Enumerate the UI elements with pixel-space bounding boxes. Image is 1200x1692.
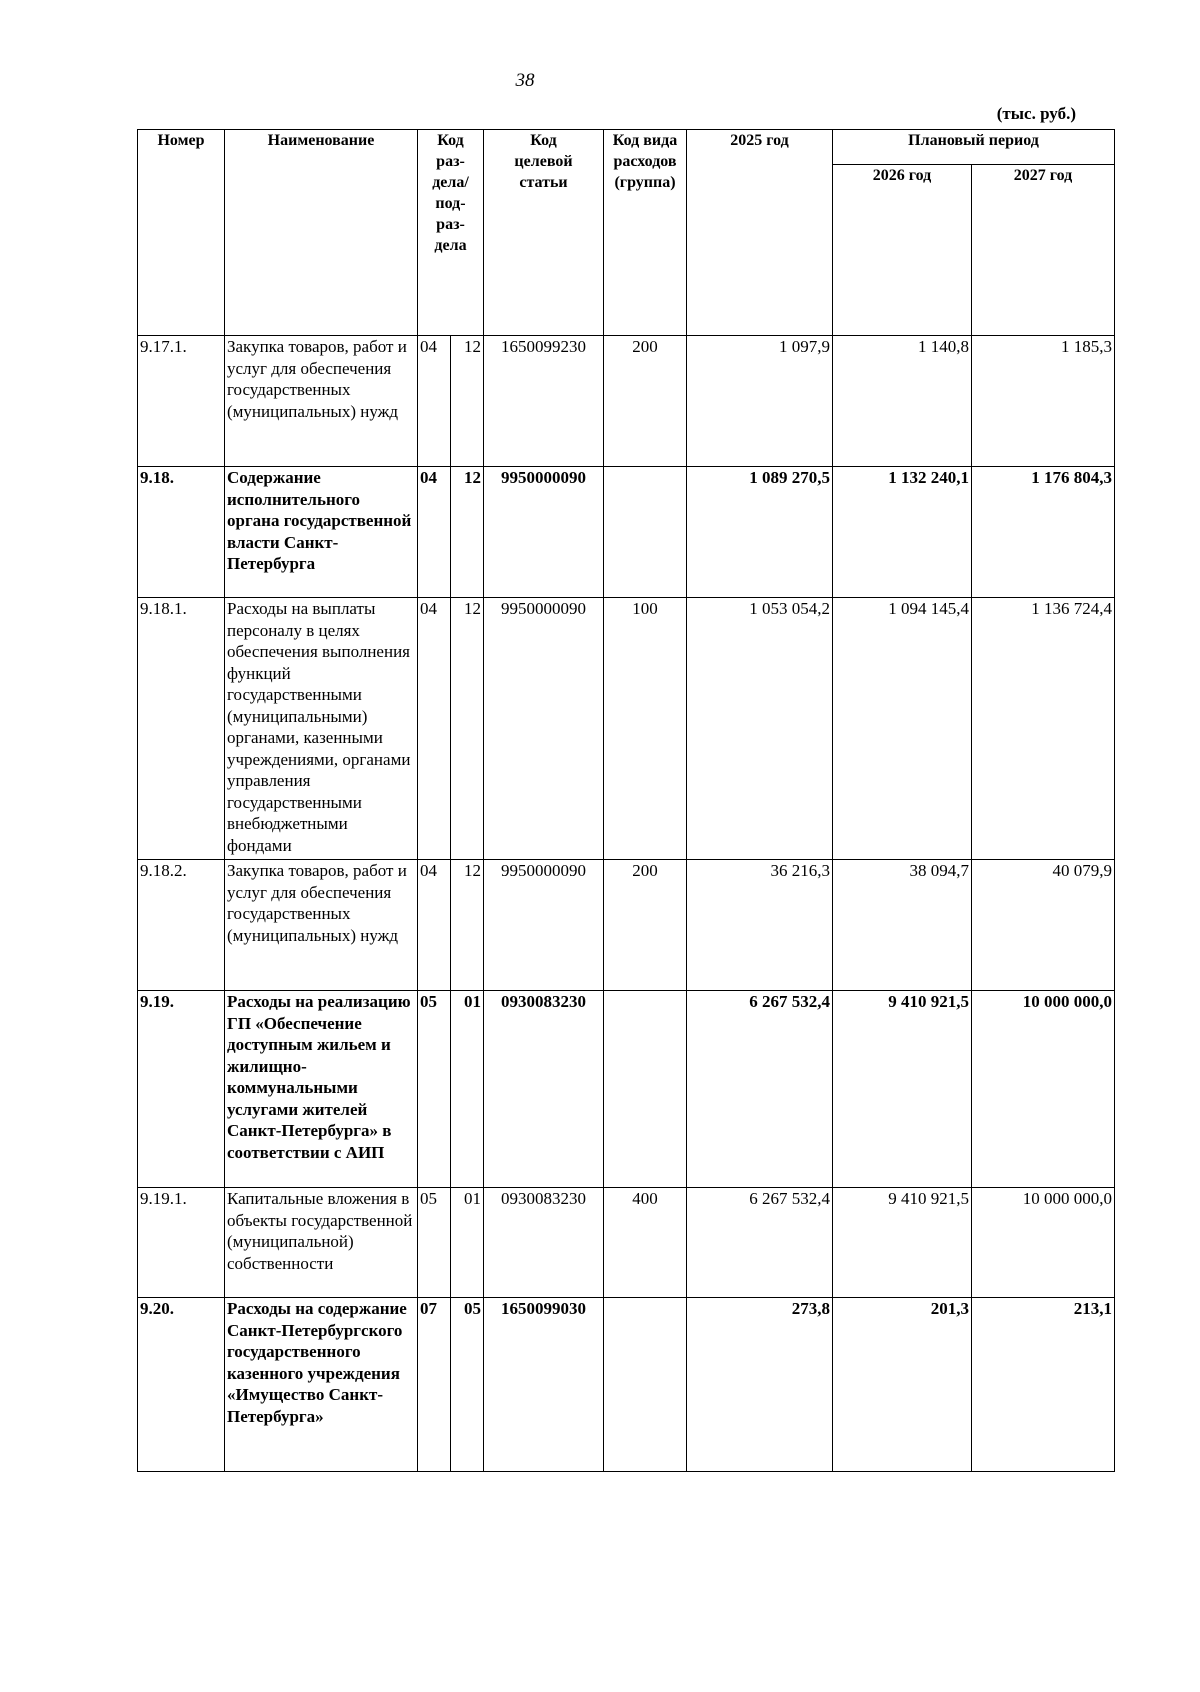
row-expense-group xyxy=(604,1298,687,1472)
row-subsection: 01 xyxy=(451,991,484,1188)
row-amount-2025: 1 089 270,5 xyxy=(687,467,833,598)
table-row xyxy=(138,860,1115,991)
row-number: 9.19.1. xyxy=(138,1188,225,1298)
row-amount-2026: 1 132 240,1 xyxy=(833,467,972,598)
row-subsection: 01 xyxy=(451,1188,484,1298)
table-row xyxy=(138,1298,1115,1472)
row-expense-group: 200 xyxy=(604,336,687,467)
budget-table xyxy=(137,129,1115,1472)
row-number: 9.17.1. xyxy=(138,336,225,467)
table-row xyxy=(138,598,1115,860)
table-row xyxy=(138,336,1115,467)
row-number: 9.18. xyxy=(138,467,225,598)
row-number: 9.20. xyxy=(138,1298,225,1472)
row-expense-group: 100 xyxy=(604,598,687,860)
header-section-code-text: Код раз-дела/ под-раз-дела xyxy=(432,132,469,254)
header-year-2027: 2027 год xyxy=(972,165,1115,336)
row-target-code: 0930083230 xyxy=(484,991,604,1188)
row-subsection: 12 xyxy=(451,467,484,598)
row-amount-2027: 1 136 724,4 xyxy=(972,598,1115,860)
row-amount-2026: 9 410 921,5 xyxy=(833,991,972,1188)
row-section: 05 xyxy=(418,1188,451,1298)
header-target-code-text: Код целевой статьи xyxy=(514,132,573,191)
row-name: Расходы на выплаты персоналу в целях обеспечения выполнения функций государственными (муниципальными) органами, казенными учреждениями, органами управления государственными внебюджетными фондами xyxy=(225,598,418,860)
row-subsection: 12 xyxy=(451,860,484,991)
row-subsection: 12 xyxy=(451,598,484,860)
row-amount-2025: 6 267 532,4 xyxy=(687,991,833,1188)
row-number: 9.18.2. xyxy=(138,860,225,991)
row-target-code: 9950000090 xyxy=(484,598,604,860)
row-amount-2025: 1 053 054,2 xyxy=(687,598,833,860)
page-number: 38 xyxy=(515,70,535,91)
row-amount-2025: 36 216,3 xyxy=(687,860,833,991)
row-name: Закупка товаров, работ и услуг для обеспечения государственных (муниципальных) нужд xyxy=(225,860,418,991)
row-section: 05 xyxy=(418,991,451,1188)
row-amount-2027: 1 176 804,3 xyxy=(972,467,1115,598)
row-amount-2026: 1 094 145,4 xyxy=(833,598,972,860)
header-row xyxy=(138,130,1115,165)
row-amount-2026: 38 094,7 xyxy=(833,860,972,991)
row-section: 04 xyxy=(418,860,451,991)
row-name: Содержание исполнительного органа государственной власти Санкт-Петербурга xyxy=(225,467,418,598)
header-year-2026: 2026 год xyxy=(833,165,972,336)
row-amount-2025: 6 267 532,4 xyxy=(687,1188,833,1298)
row-target-code: 9950000090 xyxy=(484,860,604,991)
row-target-code: 1650099030 xyxy=(484,1298,604,1472)
row-subsection: 05 xyxy=(451,1298,484,1472)
row-amount-2026: 9 410 921,5 xyxy=(833,1188,972,1298)
row-subsection: 12 xyxy=(451,336,484,467)
units-label: (тыс. руб.) xyxy=(996,104,1076,123)
header-expense-group: Код вида расходов (группа) xyxy=(604,130,687,336)
row-amount-2026: 1 140,8 xyxy=(833,336,972,467)
table-row xyxy=(138,1188,1115,1298)
row-name: Расходы на реализацию ГП «Обеспечение доступным жильем и жилищно-коммунальными услугами жителей Санкт-Петербурга» в соответствии с АИП xyxy=(225,991,418,1188)
row-name: Расходы на содержание Санкт-Петербургского государственного казенного учреждения «Имущество Санкт-Петербурга» xyxy=(225,1298,418,1472)
row-amount-2025: 273,8 xyxy=(687,1298,833,1472)
row-amount-2027: 10 000 000,0 xyxy=(972,991,1115,1188)
header-planning-period: Плановый период xyxy=(833,130,1115,165)
row-name: Закупка товаров, работ и услуг для обеспечения государственных (муниципальных) нужд xyxy=(225,336,418,467)
row-amount-2027: 10 000 000,0 xyxy=(972,1188,1115,1298)
header-section-code xyxy=(418,130,484,336)
row-amount-2027: 1 185,3 xyxy=(972,336,1115,467)
header-name: Наименование xyxy=(225,130,418,336)
row-expense-group xyxy=(604,991,687,1188)
row-section: 04 xyxy=(418,336,451,467)
row-expense-group: 200 xyxy=(604,860,687,991)
row-expense-group: 400 xyxy=(604,1188,687,1298)
row-amount-2027: 40 079,9 xyxy=(972,860,1115,991)
row-number: 9.18.1. xyxy=(138,598,225,860)
header-year-2025: 2025 год xyxy=(687,130,833,336)
row-name: Капитальные вложения в объекты государственной (муниципальной) собственности xyxy=(225,1188,418,1298)
row-section: 04 xyxy=(418,598,451,860)
row-amount-2026: 201,3 xyxy=(833,1298,972,1472)
row-section: 07 xyxy=(418,1298,451,1472)
table-row xyxy=(138,467,1115,598)
row-number: 9.19. xyxy=(138,991,225,1188)
row-amount-2027: 213,1 xyxy=(972,1298,1115,1472)
header-number: Номер xyxy=(138,130,225,336)
row-section: 04 xyxy=(418,467,451,598)
row-target-code: 1650099230 xyxy=(484,336,604,467)
header-target-code xyxy=(484,130,604,336)
row-expense-group xyxy=(604,467,687,598)
table-row xyxy=(138,991,1115,1188)
row-target-code: 9950000090 xyxy=(484,467,604,598)
row-amount-2025: 1 097,9 xyxy=(687,336,833,467)
row-target-code: 0930083230 xyxy=(484,1188,604,1298)
